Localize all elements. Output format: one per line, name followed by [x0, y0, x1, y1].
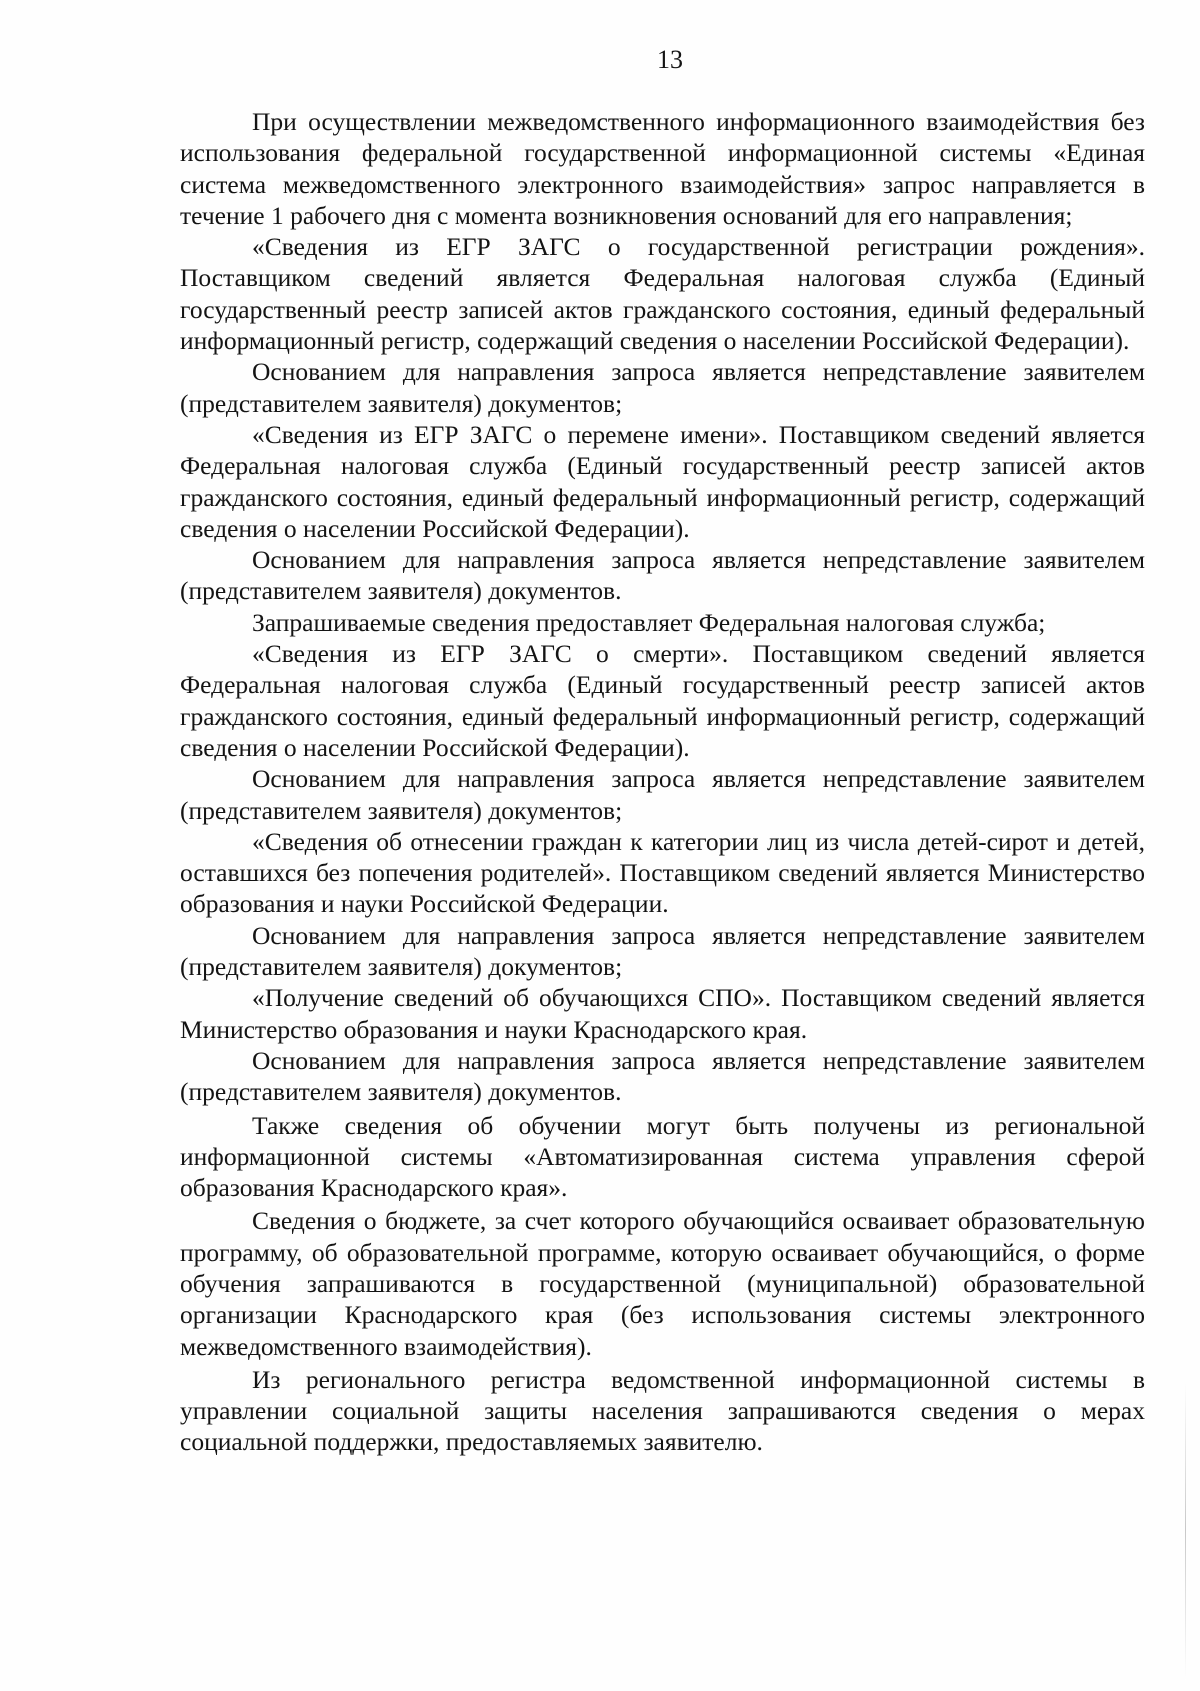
paragraph-social-support-register: Из регионального регистра ведомственной информационной системы в управлении социальной защиты населения запрашиваются сведения о мерах социальной поддержки, предоставляемых заявителю. — [180, 1364, 1145, 1457]
scan-edge-line — [1185, 1380, 1186, 1680]
paragraph-budget-information: Сведения о бюджете, за счет которого обучающийся осваивает образовательную программу, об образовательной программе, которую осваивает обучающийся, о форме обучения запрашиваются в государственной (муниципальной) образовательной организации Краснодарского края (без использования системы электронного межведомственного взаимодействия). — [180, 1206, 1145, 1361]
paragraph-name-change: «Сведения из ЕГР ЗАГС о перемене имени». Поставщиком сведений является Федеральная налоговая служба (Единый государственный реестр записей актов гражданского состояния, единый федеральный информационный регистр, содержащий сведения о населении Российской Федерации). — [180, 419, 1145, 543]
paragraph-request-basis: Основанием для направления запроса является непредставление заявителем (представителем заявителя) документов; — [180, 764, 1145, 825]
page-number: 13 — [657, 45, 683, 74]
paragraph-spo-students: «Получение сведений об обучающихся СПО». Поставщиком сведений является Министерство образования и науки Краснодарского края. — [180, 983, 1145, 1044]
document-body — [180, 106, 1145, 1458]
paragraph-interagency-request: При осуществлении межведомственного информационного взаимодействия без использования федеральной государственной информационной системы «Единая система межведомственного электронного взаимодействия» запрос направляется в течение 1 рабочего дня с момента возникновения оснований для его направления; — [180, 107, 1145, 230]
paragraph-orphans-category: «Сведения об отнесении граждан к категории лиц из числа детей-сирот и детей, оставшихся без попечения родителей». Поставщиком сведений является Министерство образования и науки Российской Федерации. — [180, 826, 1145, 919]
paragraph-request-basis: Основанием для направления запроса является непредставление заявителем (представителем заявителя) документов; — [180, 357, 1145, 418]
paragraph-tax-service-provider: Запрашиваемые сведения предоставляет Федеральная налоговая служба; — [252, 607, 1046, 637]
paragraph-request-basis: Основанием для направления запроса является непредставление заявителем (представителем заявителя) документов; — [180, 920, 1145, 982]
paragraph-death-registration: «Сведения из ЕГР ЗАГС о смерти». Поставщиком сведений является Федеральная налоговая служба (Единый государственный реестр записей актов гражданского состояния, единый федеральный информационный регистр, содержащий сведения о населении Российской Федерации). — [180, 639, 1145, 762]
paragraph-request-basis: Основанием для направления запроса является непредставление заявителем (представителем заявителя) документов. — [180, 1045, 1145, 1107]
paragraph-request-basis: Основанием для направления запроса является непредставление заявителем (представителем заявителя) документов. — [180, 545, 1145, 606]
paragraph-birth-registration: «Сведения из ЕГР ЗАГС о государственной регистрации рождения». Поставщиком сведений является Федеральная налоговая служба (Единый государственный реестр записей актов гражданского состояния, единый федеральный информационный регистр, содержащий сведения о населении Российской Федерации). — [180, 232, 1145, 356]
paragraph-regional-education-system: Также сведения об обучении могут быть получены из региональной информационной системы «Автоматизированная система управления сферой образования Краснодарского края». — [180, 1110, 1145, 1203]
